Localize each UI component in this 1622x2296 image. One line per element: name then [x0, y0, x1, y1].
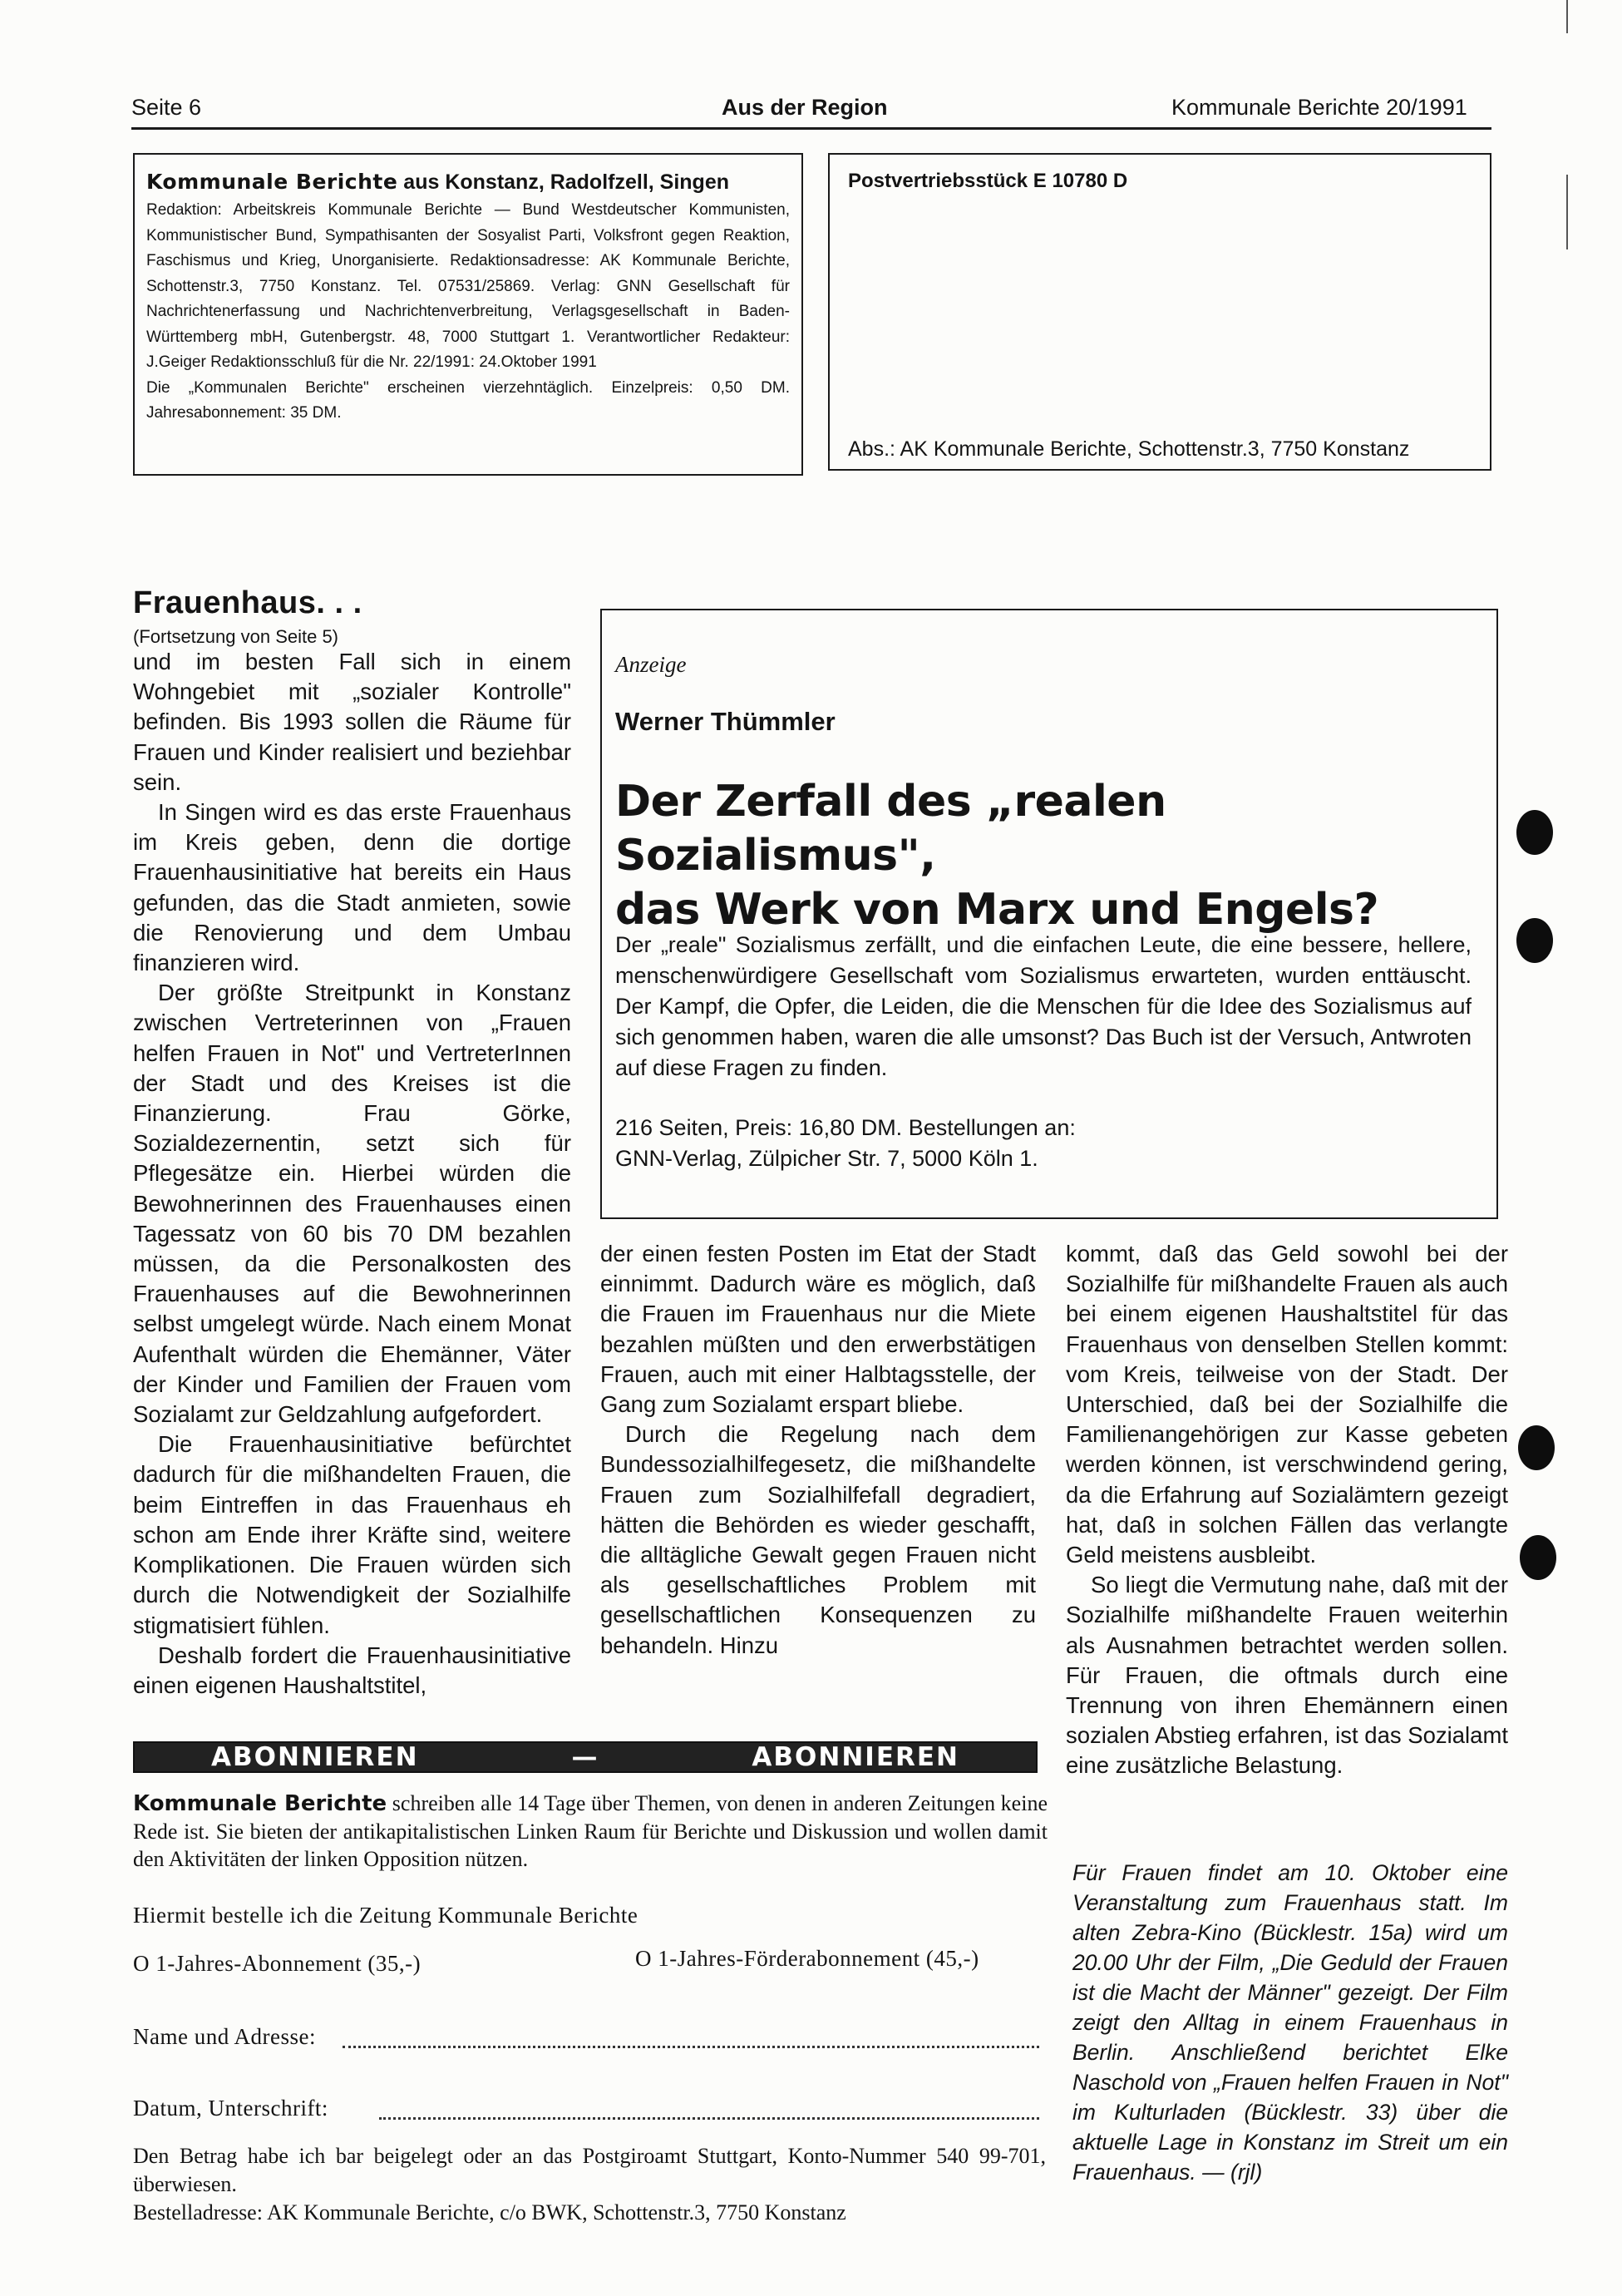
punch-hole — [1518, 1425, 1555, 1470]
paragraph: Der größte Streitpunkt in Konstanz zwischen Vertreterinnen von „Frauen helfen Frauen in Not" und VertreterInnen der Stadt und des Kreises ist die Finanzierung. Frau Görke, Sozialdezernentin, setzt sich für Pflegesätze ein. Hierbei würden die Bewohnerinnen des Frauenhauses einen Tagessatz von 60 bis 70 DM bezahlen müssen, da die Personalkosten des Frauenhauses auf die Bewohnerinnen selbst umgelegt würde. Nach einem Monat Aufenthalt würden die Ehemänner, Väter der Kinder und Familien der Frauen vom Sozialamt zur Geldzahlung aufgefordert. — [133, 980, 571, 1428]
name-address-label: Name und Adresse: — [133, 2024, 316, 2049]
ad-title — [615, 775, 1488, 937]
date-signature-field[interactable] — [379, 2117, 1039, 2120]
date-signature-label: Datum, Unterschrift: — [133, 2096, 328, 2121]
name-address-field[interactable] — [343, 2046, 1039, 2048]
publication-issue: Kommunale Berichte 20/1991 — [1171, 95, 1467, 120]
paragraph: In Singen wird es das erste Frauenhaus im Kreis geben, denn die dortige Frauenhausinitiative hat bereits ein Haus gefunden, das die Stadt anmieten, sowie die Renovierung und dem Umbau finanzieren wird. — [133, 799, 571, 976]
scan-edge-mark — [1566, 0, 1568, 33]
paragraph: Die Frauenhausinitiative befürchtet dadurch für die mißhandelten Frauen, die beim Eintreffen in das Frauenhaus eh schon am Ende ihrer Kräfte sind, weitere Komplikationen. Die Frauen würden sich durch die Notwendigkeit der Sozialhilfe stigmatisiert fühlen. — [133, 1431, 571, 1638]
payment-info: Den Betrag habe ich bar beigelegt oder an das Postgiroamt Stuttgart, Konto-Nummer 540 99-701, überwiesen. — [133, 2144, 1046, 2196]
banner-text-right: ABONNIEREN — [752, 1742, 959, 1772]
article-column-1 — [133, 647, 571, 1701]
header-rule — [131, 127, 1491, 130]
ad-description: Der „reale" Sozialismus zerfällt, und die einfachen Leute, die eine bessere, hellere, menschenwürdigere Gesellschaft vom Sozialismus erwarteten, wurden enttäuscht. Der Kampf, die Opfer, die Leiden, die die Menschen für die Idee des Sozialismus auf sich genommen haben, waren die alle umsonst? Das Buch ist der Versuch, Antwroten auf diese Fragen zu finden. — [615, 932, 1472, 1080]
paragraph: und im besten Fall sich in einem Wohngebiet mit „sozialer Kontrolle" befinden. Bis 1993 sollen die Räume für Frauen und Kinder realisiert und beziehbar sein. — [133, 649, 571, 795]
paragraph: Durch die Regelung nach dem Bundessozialhilfegesetz, die mißhandelte Frauen zum Sozialhilfefall degradiert, hätten die Behörden es wieder geschafft, die alltägliche Gewalt gegen Frauen nicht als gesellschaftliches Problem mit gesellschaftlichen Konsequenzen zu behandeln. Hinzu — [600, 1421, 1036, 1658]
subscribe-intro-text: schreiben alle 14 Tage über Themen, von denen in anderen Zeitungen keine Rede ist. Sie bieten der antikapitalistischen Linken Raum für Berichte und Diskussion und wollen damit den Aktivitäten der linken Opposition nützen. — [133, 1791, 1048, 1871]
scan-edge-mark — [1566, 175, 1568, 249]
paragraph: Deshalb fordert die Frauenhausinitiative einen eigenen Haushaltstitel, — [133, 1642, 571, 1698]
page-number: Seite 6 — [131, 95, 202, 120]
subscribe-brand: Kommunale Berichte — [133, 1791, 387, 1816]
article-column-2 — [600, 1239, 1036, 1661]
impressum-body: Redaktion: Arbeitskreis Kommunale Berichte — Bund Westdeutscher Kommunisten, Kommunistischer Bund, Sympathisanten der Sosyalist Parti, Volksfront gegen Reaktion, Faschismus und Krieg, Unorganisierte. Redaktionsadresse: AK Kommunale Berichte, Schottenstr.3, 7750 Konstanz. Tel. 07531/25869. Verlag: GNN Gesellschaft für Nachrichtenerfassung und Nachrichtenverbreitung, Verlagsgesellschaft in Baden-Württemberg mbH, Gutenbergstr. 48, 7000 Stuttgart 1. Verantwortlicher Redakteur: J.Geiger Redaktionsschluß für die Nr. 22/1991: 24.Oktober 1991 — [146, 201, 790, 371]
impressum-box — [133, 153, 803, 476]
order-statement: Hiermit bestelle ich die Zeitung Kommunale Berichte — [133, 1903, 638, 1928]
article-headline: Frauenhaus. . . — [133, 585, 362, 620]
impressum-title-rest: aus Konstanz, Radolfzell, Singen — [397, 170, 730, 194]
option-standard-subscription[interactable]: O 1-Jahres-Abonnement (35,-) — [133, 1951, 422, 1976]
impressum-title — [146, 170, 790, 195]
punch-hole — [1516, 918, 1553, 963]
banner-text-left: ABONNIEREN — [210, 1742, 419, 1772]
ad-title-line-1: Der Zerfall des „realen Sozialismus", — [615, 777, 1166, 881]
subscribe-banner — [133, 1741, 1038, 1773]
advertisement-box — [600, 609, 1498, 1219]
impressum-text — [146, 198, 790, 427]
ad-order-line-2: GNN-Verlag, Zülpicher Str. 7, 5000 Köln 1. — [615, 1146, 1038, 1171]
event-note: Für Frauen findet am 10. Oktober eine Veranstaltung zum Frauenhaus statt. Im alten Zebra-Kino (Bücklestr. 15a) wird um 20.00 Uhr der Film, „Die Geduld der Frauen ist die Macht der Männer" gezeigt. Der Film zeigt den Alltag in einem Frauenhaus in Berlin. Anschließend berichtet Elke Naschold von „Frauen helfen Frauen in Not" im Kulturladen (Bücklestr. 33) über die aktuelle Lage in Konstanz im Streit um ein Frauenhaus. — (rjl) — [1072, 1860, 1508, 2185]
order-address: Bestelladresse: AK Kommunale Berichte, c/o BWK, Schottenstr.3, 7750 Konstanz — [133, 2200, 846, 2224]
sender-address: Abs.: AK Kommunale Berichte, Schottenstr.3, 7750 Konstanz — [848, 437, 1410, 461]
punch-hole — [1520, 1535, 1556, 1580]
ad-title-line-2: das Werk von Marx und Engels? — [615, 885, 1379, 935]
impressum-footer: Die „Kommunalen Berichte" erscheinen vierzehntäglich. Einzelpreis: 0,50 DM. Jahresabonnement: 35 DM. — [146, 378, 790, 422]
ad-author: Werner Thümmler — [615, 707, 836, 736]
continuation-note: (Fortsetzung von Seite 5) — [133, 626, 339, 647]
banner-dash: — — [571, 1742, 599, 1772]
ad-body — [615, 930, 1472, 1084]
paragraph: So liegt die Vermutung nahe, daß mit der Sozialhilfe mißhandelte Frauen weiterhin als Ausnahmen betrachtet werden sollen. Für Frauen, die oftmals durch eine Trennung von ihren Ehemännern einen sozialen Abstieg erfahren, ist das Sozialamt eine zusätzliche Belastung. — [1066, 1572, 1508, 1779]
ad-kicker: Anzeige — [615, 652, 687, 677]
option-support-subscription[interactable]: O 1-Jahres-Förderabonnement (45,-) — [635, 1946, 979, 1971]
paragraph: der einen festen Posten im Etat der Stadt einnimmt. Dadurch wäre es möglich, daß die Frauen im Frauenhaus nur die Miete bezahlen müßten und den erwerbstätigen Frauen, auch mit einer Halbtagsstelle, der Gang zum Sozialamt erspart bliebe. — [600, 1241, 1036, 1418]
paragraph: kommt, daß das Geld sowohl bei der Sozialhilfe für mißhandelte Frauen als auch bei einem eigenen Haushaltstitel für das Frauenhaus von denselben Stellen kommt: vom Kreis, teilweise von der Stadt. Der Unterschied, daß bei der Sozialhilfe die Familienangehörigen zur Kasse gebeten werden können, ist verschwindend gering, da die Erfahrung auf Sozialämtern gezeigt hat, daß in solchen Fällen das verlangte Geld meistens ausbleibt. — [1066, 1241, 1508, 1568]
subscribe-intro — [133, 1790, 1048, 1873]
impressum-brand: Kommunale Berichte — [146, 170, 398, 194]
ad-order-info — [615, 1113, 1472, 1174]
postal-number: Postvertriebsstück E 10780 D — [848, 170, 1128, 192]
postal-box — [828, 153, 1491, 471]
punch-hole — [1516, 810, 1553, 855]
article-column-3 — [1066, 1239, 1508, 1781]
section-title: Aus der Region — [722, 95, 888, 120]
ad-order-line-1: 216 Seiten, Preis: 16,80 DM. Bestellungen an: — [615, 1115, 1076, 1140]
